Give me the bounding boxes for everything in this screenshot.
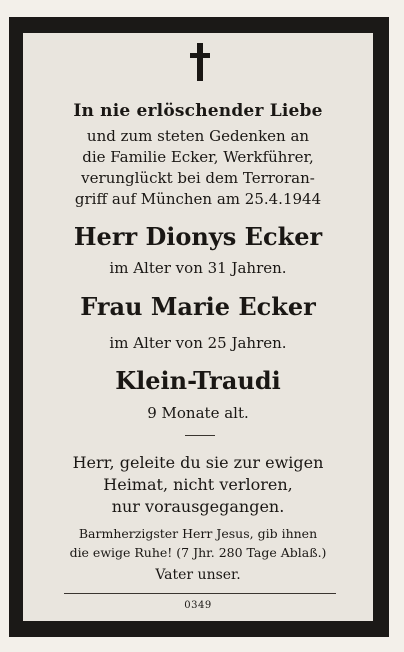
memorial-heading: In nie erlöschender Liebe <box>73 101 323 121</box>
cross-icon <box>187 43 213 81</box>
person-name-2: Frau Marie Ecker <box>80 292 316 321</box>
indulgence-line-1: Barmherzigster Herr Jesus, gib ihnen <box>78 526 318 541</box>
short-divider <box>185 435 215 436</box>
intro-line-4: griff auf München am 25.4.1944 <box>74 190 322 208</box>
intro-line-3: verunglückt bei dem Terroran- <box>81 169 315 187</box>
person-name-1: Herr Dionys Ecker <box>73 222 323 251</box>
print-number: 0349 <box>184 600 212 611</box>
intro-line-2: die Familie Ecker, Werkführer, <box>82 148 314 166</box>
person-detail-3: 9 Monate alt. <box>147 404 249 422</box>
person-name-3: Klein-Traudi <box>115 366 281 395</box>
intro-line-1: und zum steten Gedenken an <box>86 127 310 145</box>
person-detail-2: im Alter von 25 Jahren. <box>109 334 287 352</box>
indulgence-line-2: die ewige Ruhe! (7 Jhr. 280 Tage Ablaß.) <box>69 545 327 560</box>
prayer-line-1: Herr, geleite du sie zur ewigen <box>72 453 324 472</box>
footer-divider <box>64 593 336 594</box>
closing-prayer: Vater unser. <box>155 567 241 583</box>
prayer-line-3: nur vorausgegangen. <box>111 497 285 516</box>
prayer-line-2: Heimat, nicht verloren, <box>103 475 293 494</box>
person-detail-1: im Alter von 31 Jahren. <box>109 259 287 277</box>
